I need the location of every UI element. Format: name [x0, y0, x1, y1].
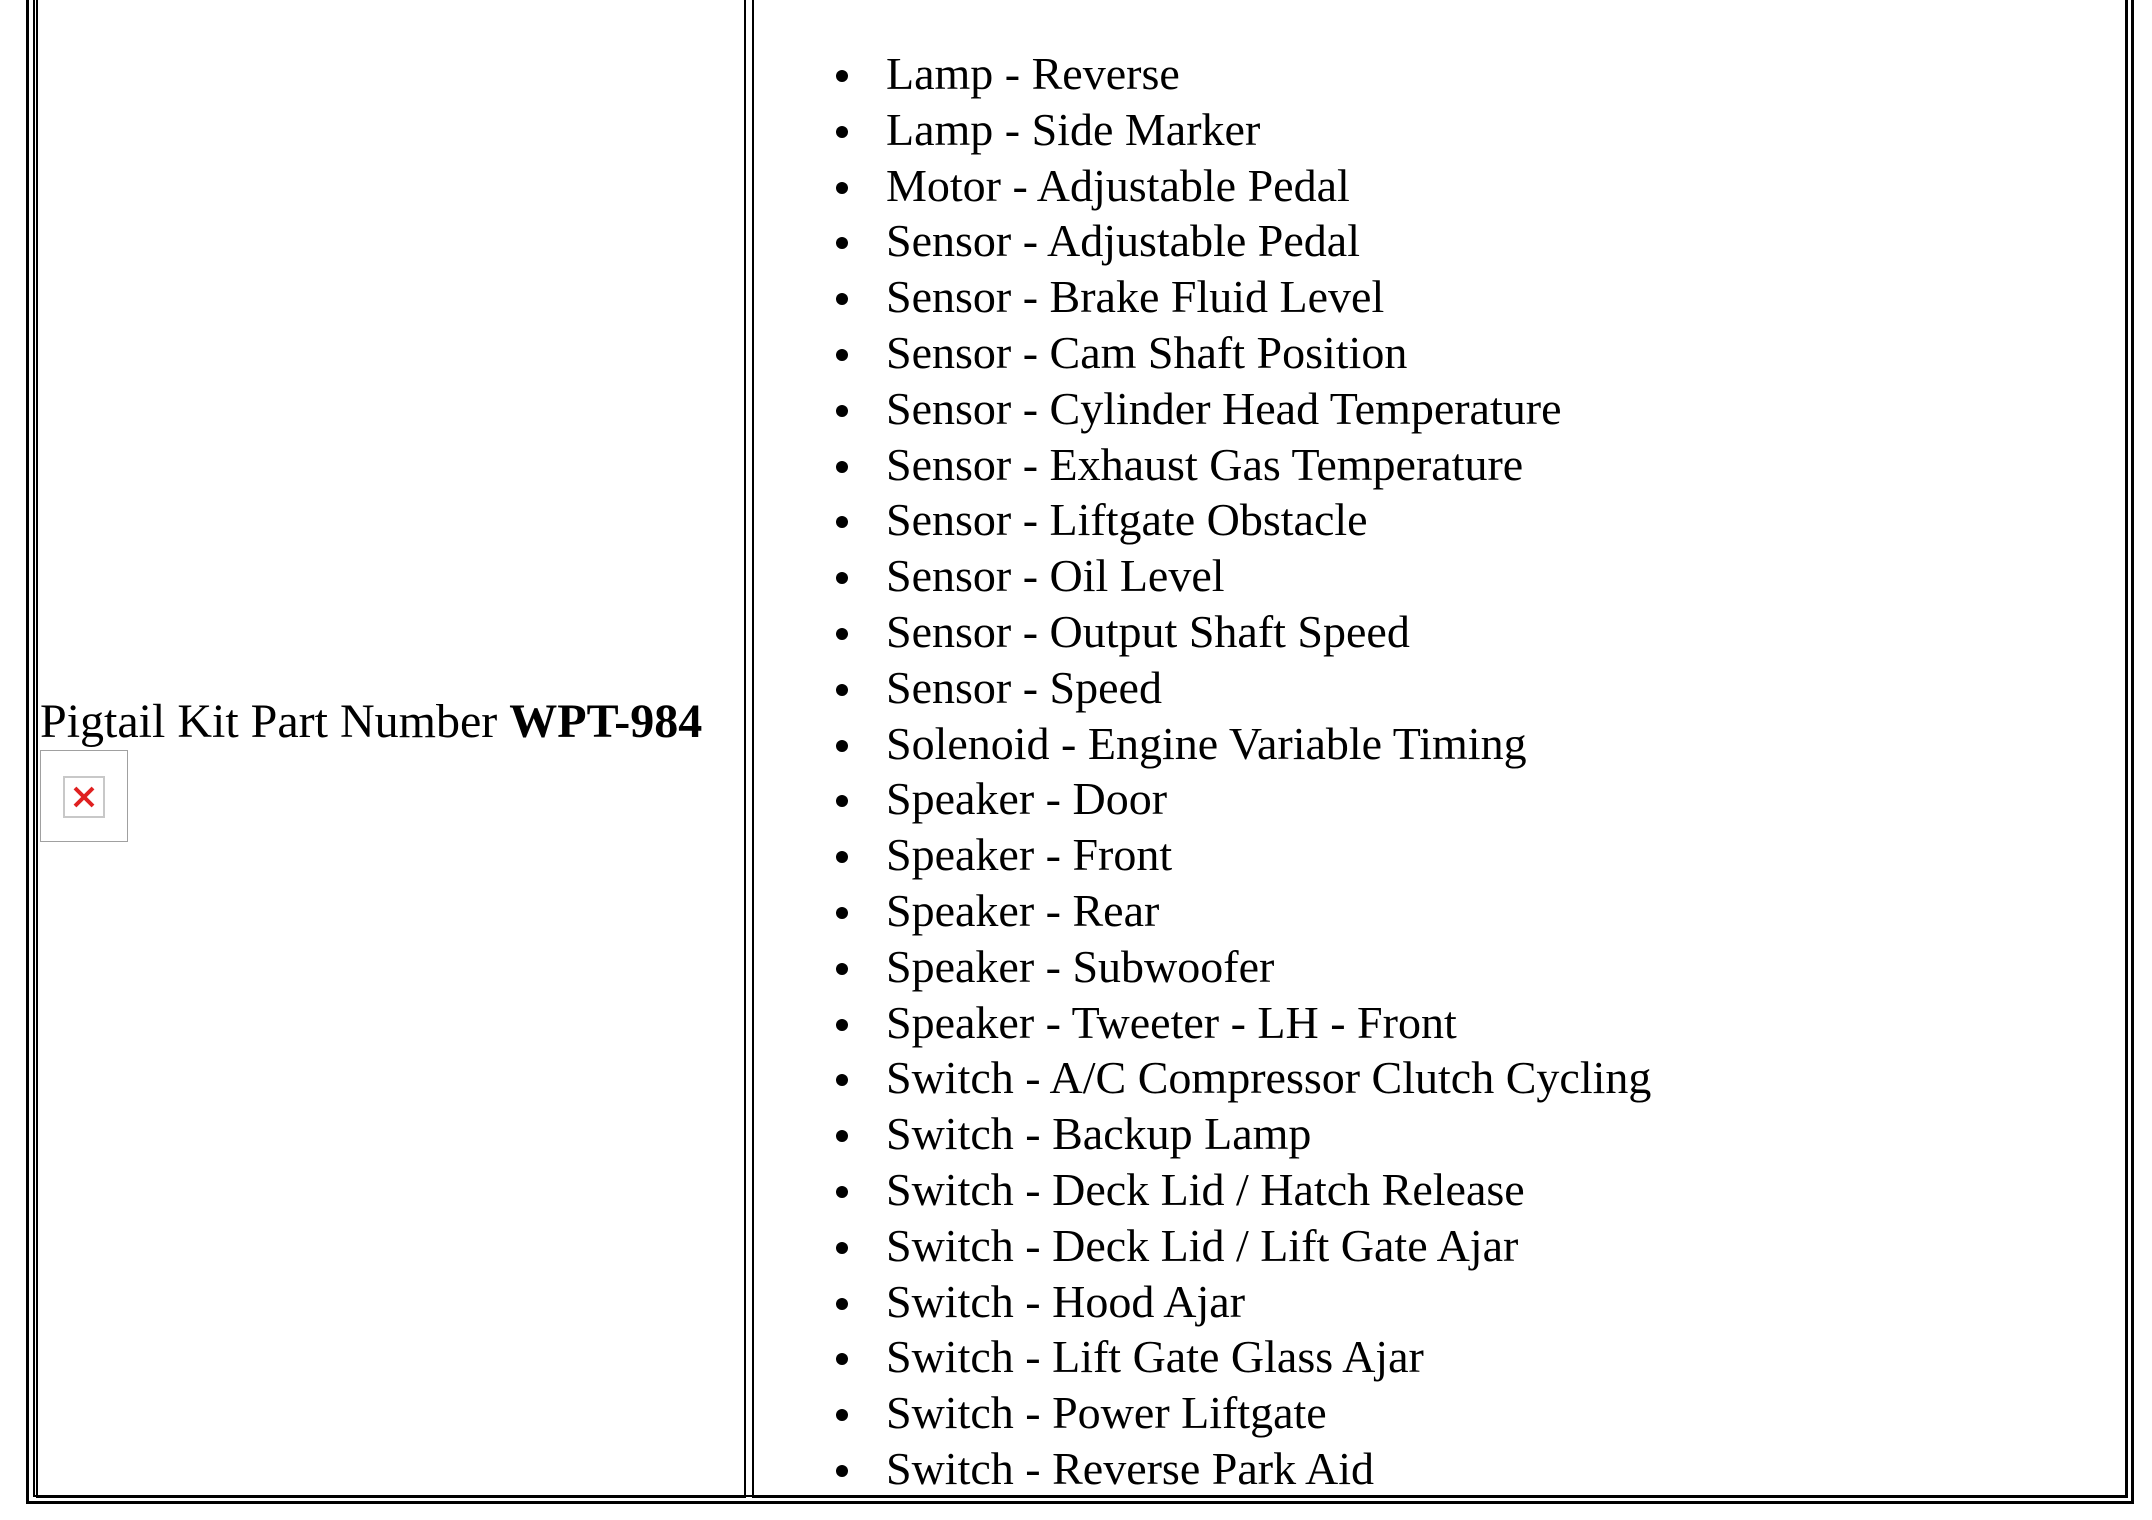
component-label: Solenoid - Engine Variable Timing: [886, 717, 1527, 769]
list-item: [826, 381, 1651, 437]
kit-part-number: WPT-984: [509, 695, 703, 748]
list-item: [826, 1106, 1651, 1162]
list-item: [826, 604, 1651, 660]
list-item: [826, 1274, 1651, 1330]
list-item: [826, 492, 1651, 548]
bullet-icon: [836, 237, 848, 249]
bullet-icon: [836, 461, 848, 473]
component-label: Switch - Power Liftgate: [886, 1387, 1327, 1439]
bullet-icon: [836, 795, 848, 807]
bullet-icon: [836, 740, 848, 752]
bullet-icon: [836, 516, 848, 528]
component-label: Switch - A/C Compressor Clutch Cycling: [886, 1052, 1652, 1104]
list-item: [826, 1329, 1651, 1385]
kit-part-label: [40, 694, 702, 750]
component-label: Switch - Deck Lid / Hatch Release: [886, 1163, 1525, 1215]
component-label: Switch - Backup Lamp: [886, 1108, 1312, 1160]
bullet-icon: [836, 1298, 848, 1310]
list-item: [826, 716, 1651, 772]
list-item: [826, 325, 1651, 381]
list-item: [826, 46, 1651, 102]
list-item: [826, 213, 1651, 269]
bullet-icon: [836, 851, 848, 863]
component-label: Sensor - Cylinder Head Temperature: [886, 382, 1562, 434]
bullet-icon: [836, 1353, 848, 1365]
component-label: Sensor - Exhaust Gas Temperature: [886, 438, 1524, 490]
bullet-icon: [836, 628, 848, 640]
list-item: [826, 995, 1651, 1051]
bullet-icon: [836, 126, 848, 138]
broken-image-placeholder[interactable]: [40, 750, 128, 842]
component-label: Switch - Hood Ajar: [886, 1275, 1246, 1327]
component-label: Sensor - Liftgate Obstacle: [886, 494, 1368, 546]
component-label: Switch - Lift Gate Glass Ajar: [886, 1331, 1424, 1383]
broken-image-icon: [63, 776, 105, 818]
component-label: Speaker - Subwoofer: [886, 940, 1275, 992]
bullet-icon: [836, 1409, 848, 1421]
component-label: Sensor - Speed: [886, 661, 1162, 713]
bullet-icon: [836, 572, 848, 584]
component-label: Switch - Reverse Park Aid: [886, 1442, 1375, 1494]
list-item: [826, 158, 1651, 214]
list-item: [826, 102, 1651, 158]
list-item: [826, 269, 1651, 325]
list-item: [826, 1218, 1651, 1274]
bullet-icon: [836, 405, 848, 417]
bullet-icon: [836, 1186, 848, 1198]
component-label: Lamp - Reverse: [886, 48, 1180, 99]
component-label: Speaker - Door: [886, 773, 1168, 825]
bullet-icon: [836, 963, 848, 975]
component-label: Sensor - Output Shaft Speed: [886, 605, 1410, 657]
bullet-icon: [836, 1130, 848, 1142]
bullet-icon: [836, 70, 848, 82]
list-item: [826, 1441, 1651, 1497]
list-item: [826, 1050, 1651, 1106]
list-item: [826, 548, 1651, 604]
bullet-icon: [836, 293, 848, 305]
bullet-icon: [836, 182, 848, 194]
kit-label-prefix: Pigtail Kit Part Number: [40, 695, 510, 748]
component-label: Sensor - Brake Fluid Level: [886, 271, 1385, 323]
list-item: [826, 1162, 1651, 1218]
component-list: [826, 46, 1651, 1497]
bullet-icon: [836, 1074, 848, 1086]
component-label: Switch - Deck Lid / Lift Gate Ajar: [886, 1219, 1519, 1271]
list-item: [826, 939, 1651, 995]
list-item: [826, 827, 1651, 883]
component-label: Sensor - Cam Shaft Position: [886, 326, 1408, 378]
bullet-icon: [836, 1019, 848, 1031]
list-item: [826, 1385, 1651, 1441]
list-item: [826, 437, 1651, 493]
list-item: [826, 660, 1651, 716]
component-label: Motor - Adjustable Pedal: [886, 159, 1350, 211]
component-label: Sensor - Adjustable Pedal: [886, 215, 1360, 267]
component-label: Speaker - Tweeter - LH - Front: [886, 996, 1457, 1048]
list-item: [826, 771, 1651, 827]
component-label: Speaker - Front: [886, 829, 1173, 881]
component-label: Speaker - Rear: [886, 884, 1160, 936]
component-label: Sensor - Oil Level: [886, 550, 1225, 602]
bullet-icon: [836, 907, 848, 919]
component-label: Lamp - Side Marker: [886, 103, 1261, 155]
bullet-icon: [836, 1242, 848, 1254]
bullet-icon: [836, 1465, 848, 1477]
bullet-icon: [836, 684, 848, 696]
list-item: [826, 883, 1651, 939]
bullet-icon: [836, 349, 848, 361]
